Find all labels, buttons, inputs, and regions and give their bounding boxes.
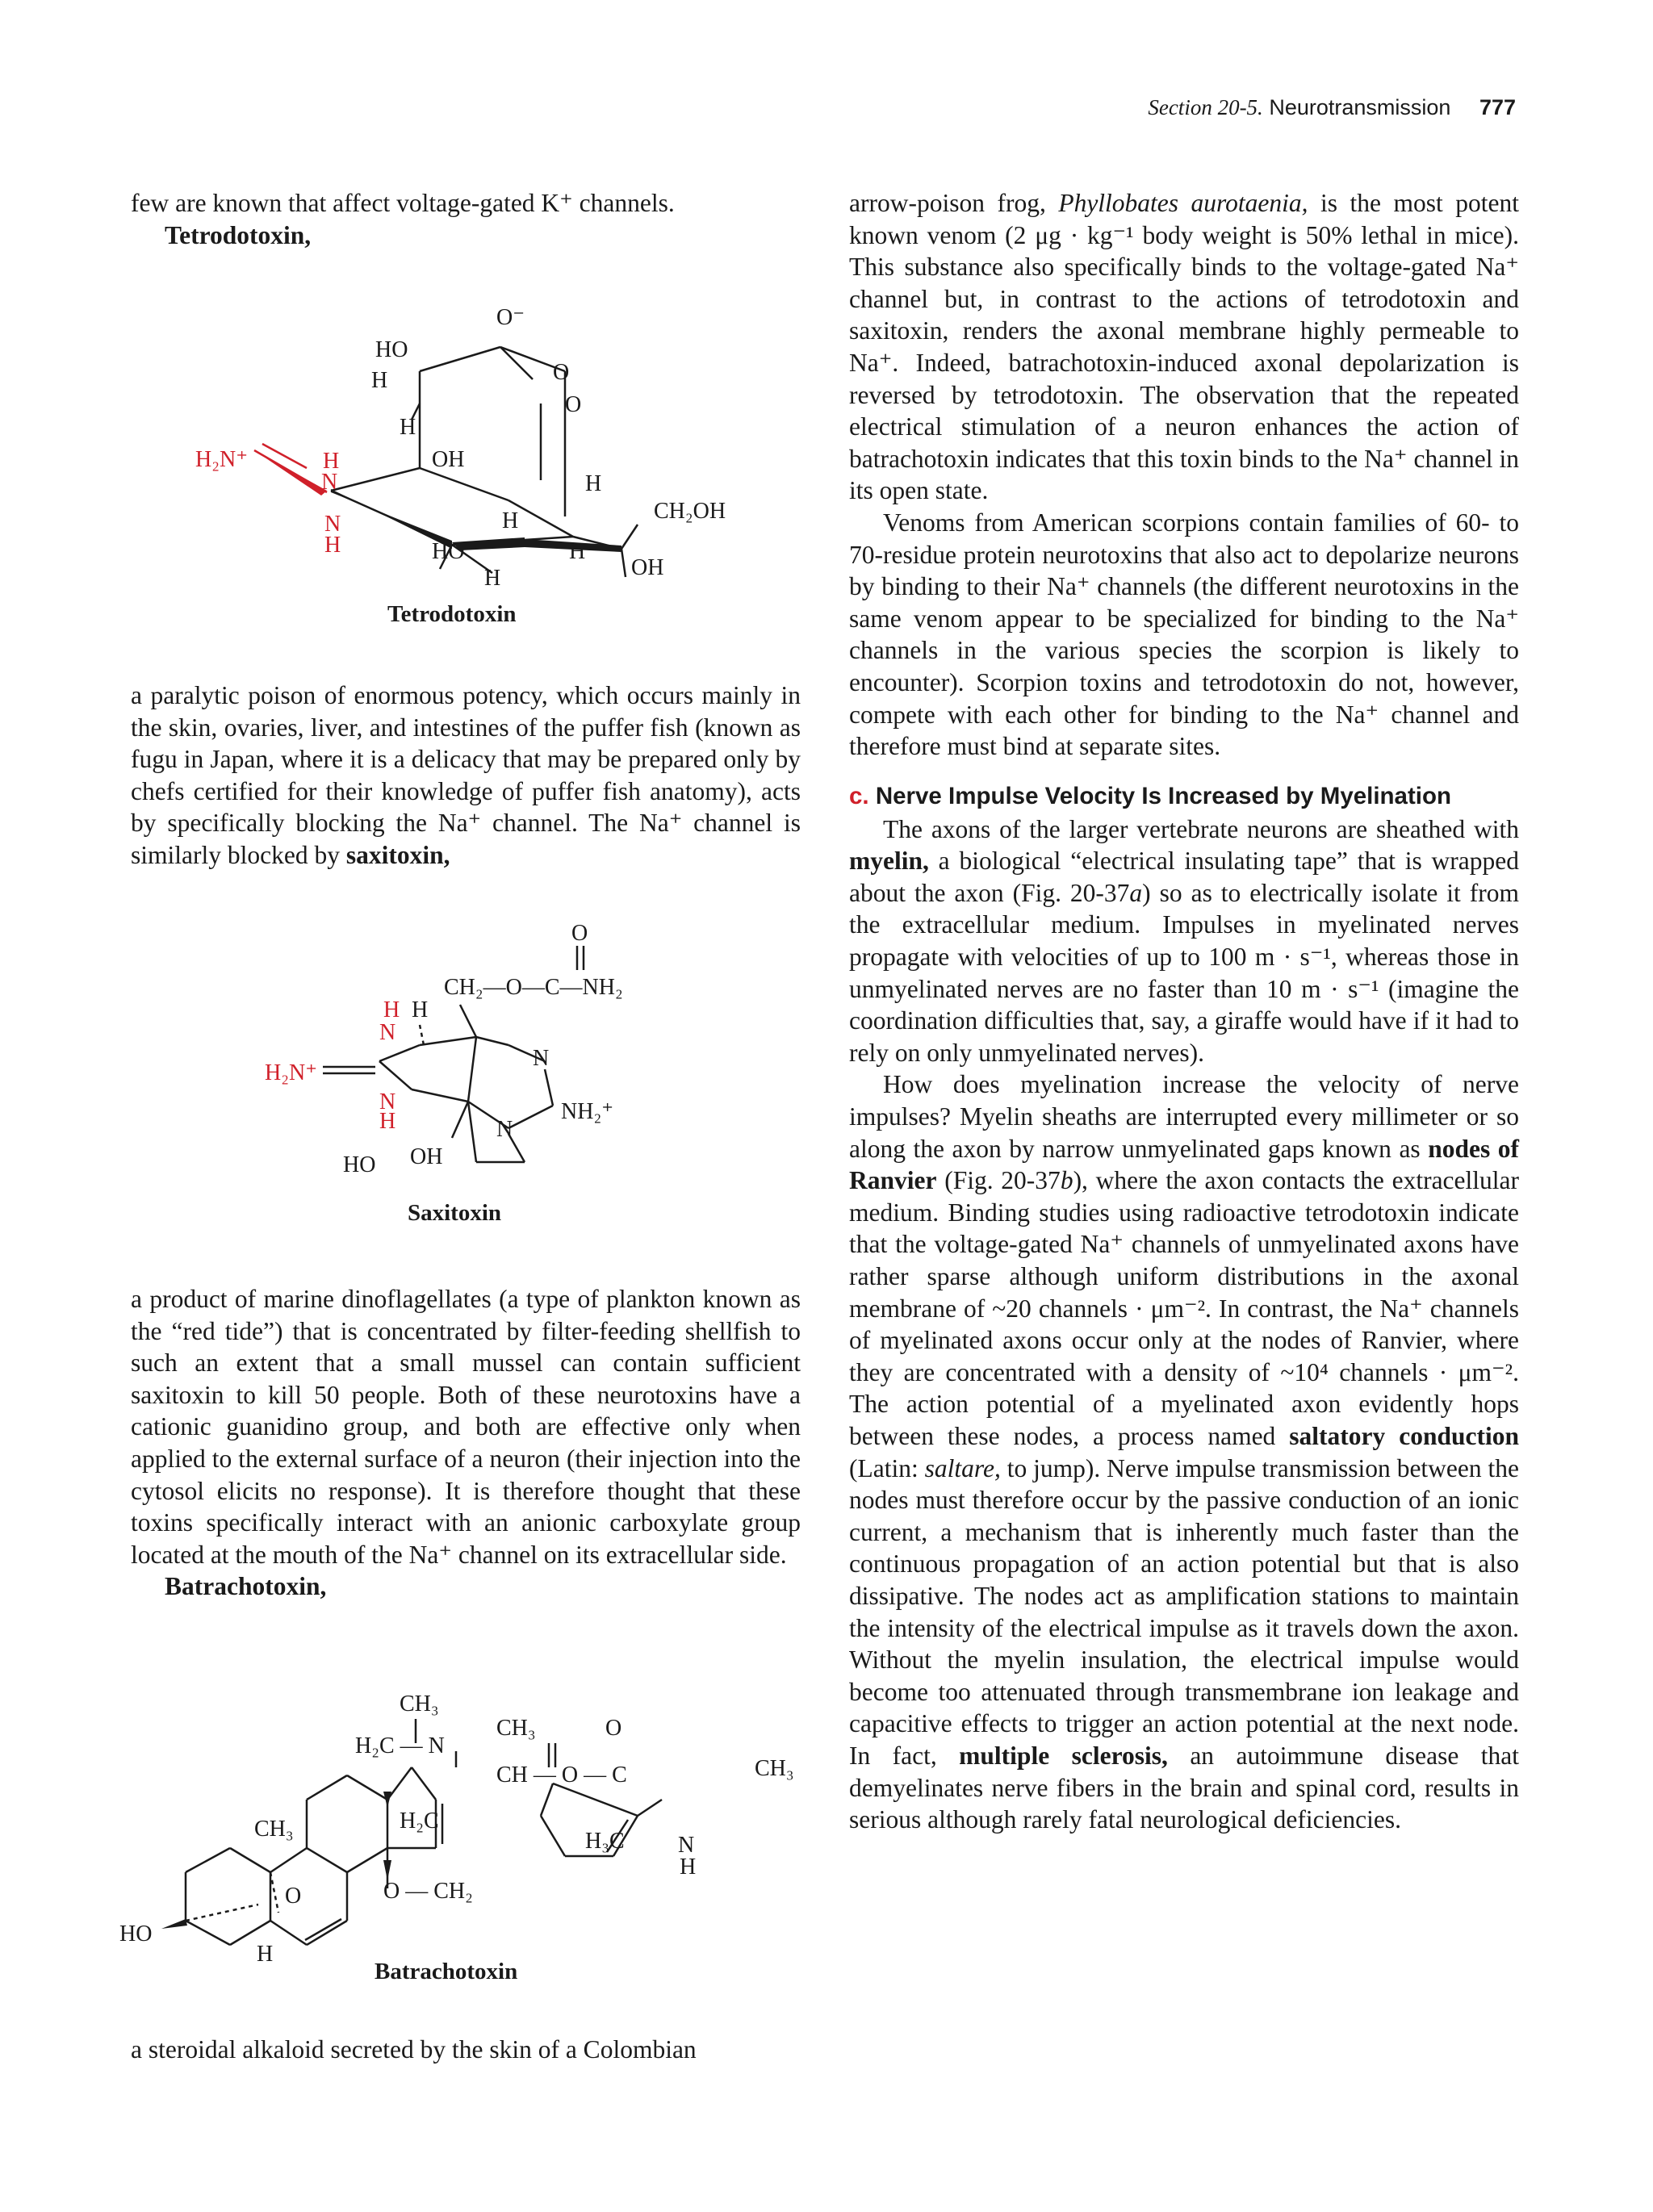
paragraph-batrachotoxin: a steroidal alkaloid secreted by the skin of a Colombian: [131, 2035, 697, 2064]
btx-h-pyr: H: [680, 1854, 697, 1880]
btx-ch3-top: CH₃: [400, 1691, 439, 1716]
left-column-mid: [131, 679, 801, 872]
saxitoxin-structure: [234, 920, 718, 1235]
frog-text-a: arrow-poison frog,: [849, 189, 1059, 217]
header-title: Neurotransmission: [1269, 95, 1451, 119]
btx-ch3-2: CH₃: [496, 1716, 536, 1741]
stx-oh: OH: [410, 1144, 443, 1169]
tetrodotoxin-text: a paralytic poison of enormous potency, which occurs mainly in the skin, ovaries, liver, and intestines of the puffer fish (known as fugu in Japan, where it is a delicacy that may be prepared only by chefs certified for their knowledge of puffer fish anatomy), acts by specifically blocking the Na⁺ channel. The Na⁺ channel is similarly blocked by: [131, 681, 801, 869]
ttx-oh-mid: OH: [432, 447, 465, 472]
myelin-text-b: a biological “electrical insulating tape” that is wrapped about the axon (Fig. 20-37: [849, 847, 1519, 907]
stx-nh2-plus: NH₂⁺: [561, 1099, 613, 1124]
ttx-o-ring2: O: [565, 392, 582, 417]
ttx-h-n2: H: [324, 533, 341, 558]
btx-ch-o-c: CH — O — C: [496, 1762, 627, 1788]
saxitoxin-caption: Saxitoxin: [408, 1200, 502, 1226]
paragraph-saltatory: [849, 1068, 1519, 1835]
saltatory-text-c: ), where the axon contacts the extracellular medium. Binding studies using radioactive tetrodotoxin indicate that the voltage-gated Na⁺ channels of unmyelinated axons have rather sparse although uniform distributions in the axonal membrane of ~20 channels · μm⁻². In contrast, the Na⁺ channels of myelinated axons occur only at the nodes of Ranvier, where they are concentrated with a density of ~10⁴ channels · μm⁻². The action potential of a myelinated axon evidently hops between these nodes, a process named: [849, 1166, 1519, 1450]
btx-ho: HO: [119, 1921, 153, 1946]
btx-o-bridge: O: [285, 1884, 302, 1909]
ttx-h-right: H: [585, 471, 602, 496]
ttx-h2n-plus: H₂N⁺: [195, 447, 248, 472]
batrachotoxin-lead: Batrachotoxin,: [165, 1572, 327, 1601]
saltatory-text-f: an autoimmune disease that demyelinates nerve fibers in the brain and spinal cord, results in serious although rarely fatal neurological deficiencies.: [849, 1741, 1519, 1834]
saltare-term: saltare,: [924, 1453, 1001, 1482]
left-column-bottom: [131, 1283, 801, 1603]
btx-n-pyr: N: [678, 1833, 695, 1858]
btx-h2c-n: H₂C — N: [355, 1733, 445, 1758]
saltatory-text-a: How does myelination increase the velocity of nerve impulses? Myelin sheaths are interrupted every millimeter or so along the axon by narrow unmyelinated gaps known as: [849, 1070, 1519, 1163]
ttx-o-minus: O⁻: [496, 305, 525, 330]
btx-o-ch2: O — CH₂: [383, 1879, 473, 1904]
left-column-last: [131, 2034, 801, 2066]
ttx-ch2oh: CH₂OH: [654, 499, 726, 524]
paragraph-myelin: [849, 813, 1519, 1069]
stx-o: O: [571, 921, 588, 946]
stx-h2: H: [412, 997, 429, 1022]
ttx-h-bottom: H: [484, 566, 501, 591]
figure-ref-b: b: [1060, 1166, 1073, 1195]
ttx-n2: N: [324, 512, 341, 537]
saltatory-text-e: to jump). Nerve impulse transmission between the nodes must therefore occur by the passive conduction of an ionic current, a mechanism that is inherently much faster than the continuous propagation of an action potential but that is also dissipative. The nodes act as amplification stations to maintain the intensity of the electrical impulse as it travels down the axon. Without the myelin insulation, the electrical impulse would become too attenuated through transmembrane ion leakage and capacitive effects to trigger an action potential at the next node. In fact,: [849, 1453, 1520, 1770]
section-heading-letter: c.: [849, 782, 869, 809]
btx-h3c: H₃C: [585, 1829, 625, 1854]
btx-ch3-left: CH₃: [254, 1817, 294, 1842]
myelin-term: myelin,: [849, 847, 929, 876]
right-column: [849, 187, 1519, 1836]
figure-ref-a: a: [1129, 878, 1143, 907]
ttx-h-n1: H: [323, 449, 340, 474]
stx-ho: HO: [343, 1152, 376, 1177]
stx-n-c: N: [379, 1089, 396, 1114]
ttx-h-mid: H: [400, 415, 416, 440]
tetrodotoxin-lead: Tetrodotoxin,: [165, 220, 312, 249]
paragraph-intro: few are known that affect voltage-gated K⁺ channels.: [131, 189, 675, 217]
ttx-h-bottom2: H: [569, 539, 586, 564]
ttx-oh-bottom: OH: [631, 555, 664, 580]
saxitoxin-figure: [234, 920, 718, 1235]
ttx-h-center: H: [502, 508, 519, 533]
stx-side-chain: CH₂—O—C—NH₂: [444, 975, 623, 1000]
section-heading: [849, 780, 1519, 812]
saltatory-text-b: (Fig. 20-37: [936, 1166, 1061, 1195]
btx-ch3-right: CH₃: [755, 1756, 794, 1781]
stx-h1: H: [383, 997, 400, 1022]
tetrodotoxin-figure: [186, 299, 751, 638]
btx-o-top: O: [605, 1716, 622, 1741]
batrachotoxin-caption: Batrachotoxin: [375, 1959, 518, 1984]
tetrodotoxin-structure: [186, 299, 751, 638]
multiple-sclerosis-term: multiple sclerosis,: [959, 1741, 1168, 1770]
tetrodotoxin-caption: Tetrodotoxin: [387, 601, 517, 627]
ttx-ho-top: HO: [375, 337, 408, 362]
stx-h-c: H: [379, 1109, 396, 1134]
frog-species: Phyllobates aurotaenia,: [1058, 189, 1308, 217]
paragraph-tetrodotoxin: [131, 679, 801, 872]
myelin-text-a: The axons of the larger vertebrate neurons are sheathed with: [883, 814, 1519, 843]
header-section: Section 20-5.: [1148, 95, 1263, 119]
saltatory-text-d: (Latin:: [849, 1453, 925, 1482]
ttx-n1: N: [321, 470, 338, 495]
paragraph-frog: [849, 187, 1519, 507]
stx-n-d: N: [496, 1117, 513, 1142]
stx-n-b: N: [533, 1046, 550, 1071]
running-header: [1148, 95, 1516, 120]
saxitoxin-term: saxitoxin,: [345, 840, 450, 869]
btx-h-bot: H: [257, 1942, 274, 1967]
btx-h2c-mid: H₂C: [400, 1808, 439, 1834]
batrachotoxin-structure: [113, 1687, 799, 2009]
batrachotoxin-figure: [113, 1687, 799, 2009]
paragraph-scorpion: Venoms from American scorpions contain families of 60- to 70-residue protein neurotoxins that also act to depolarize neurons by binding to their Na⁺ channels (the different neurotoxins in the same venom appear to be specialized for binding to the Na⁺ channels in the various species the scorpion is likely to encounter). Scorpion toxins and tetrodotoxin do not, however, compete with each other for binding to the Na⁺ channel and therefore must bind at separate sites.: [849, 508, 1519, 761]
section-heading-text: Nerve Impulse Velocity Is Increased by Myelination: [875, 782, 1452, 809]
page-number: 777: [1479, 95, 1516, 119]
left-column-top: [131, 187, 801, 251]
stx-n-a: N: [379, 1020, 396, 1045]
saltatory-conduction-term: saltatory conduction: [1289, 1421, 1520, 1450]
paragraph-saxitoxin: a product of marine dinoflagellates (a type of plankton known as the “red tide”) that is concentrated by filter-feeding shellfish to such an extent that a small mussel can contain sufficient saxitoxin to kill 50 people. Both of these neurotoxins have a cationic guanidino group, and both are effective only when applied to the external surface of a neuron (their injection into the cytosol elicits no response). It is therefore thought that these toxins specifically interact with an anionic carboxylate group located at the mouth of the Na⁺ channel on its extracellular side.: [131, 1285, 801, 1569]
ttx-ho-bottom: HO: [432, 539, 465, 564]
frog-text-b: is the most potent known venom (2 μg · kg⁻¹ body weight is 50% lethal in mice). This substance also specifically binds to the voltage-gated Na⁺ channel but, in contrast to the actions of tetrodotoxin and saxitoxin, renders the axonal membrane highly permeable to Na⁺. Indeed, batrachotoxin-induced axonal depolarization is reversed by tetrodotoxin. The observation that the repeated electrical stimulation of a neuron enhances the action of batrachotoxin indicates that this toxin binds to the Na⁺ channel in its open state.: [849, 189, 1519, 505]
stx-h2n-plus: H₂N⁺: [265, 1060, 317, 1085]
ttx-h-top: H: [371, 368, 388, 393]
nodes-of-ranvier-term: nodes of Ranvier: [849, 1134, 1519, 1195]
ttx-o-ring1: O: [553, 360, 570, 385]
myelin-text-c: ) so as to electrically isolate it from the extracellular medium. Impulses in myelinated nerves propagate with velocities of up to 100 m · s⁻¹, whereas those in unmyelinated nerves are no faster than 10 m · s⁻¹ (imagine the coordination difficulties that, say, a giraffe would have if it had to rely on only unmyelinated nerves).: [849, 878, 1519, 1067]
